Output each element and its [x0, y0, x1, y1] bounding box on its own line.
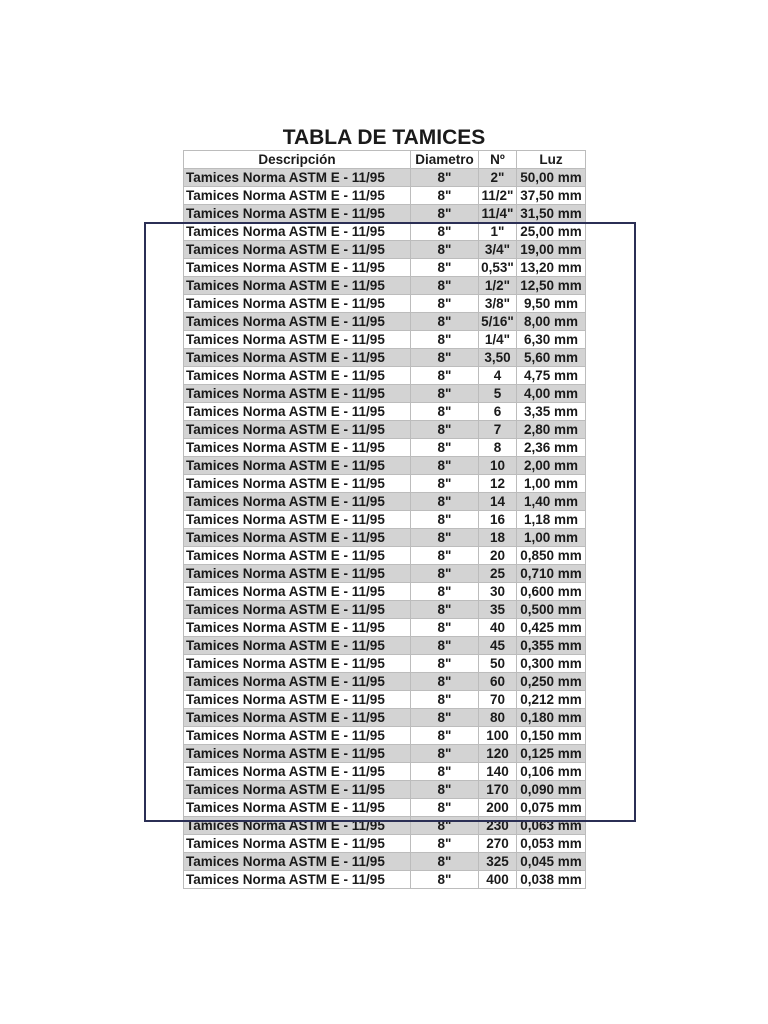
cell-description: Tamices Norma ASTM E - 11/95 — [184, 421, 411, 439]
cell-description: Tamices Norma ASTM E - 11/95 — [184, 709, 411, 727]
cell-description: Tamices Norma ASTM E - 11/95 — [184, 763, 411, 781]
cell-opening: 0,125 mm — [517, 745, 586, 763]
cell-description: Tamices Norma ASTM E - 11/95 — [184, 493, 411, 511]
table-row — [184, 385, 586, 403]
cell-number: 325 — [479, 853, 517, 871]
cell-opening: 8,00 mm — [517, 313, 586, 331]
cell-number: 70 — [479, 691, 517, 709]
cell-description: Tamices Norma ASTM E - 11/95 — [184, 439, 411, 457]
cell-number: 400 — [479, 871, 517, 889]
cell-number: 16 — [479, 511, 517, 529]
table-row — [184, 637, 586, 655]
cell-diameter: 8" — [411, 349, 479, 367]
cell-opening: 50,00 mm — [517, 169, 586, 187]
cell-opening: 13,20 mm — [517, 259, 586, 277]
cell-opening: 1,40 mm — [517, 493, 586, 511]
cell-diameter: 8" — [411, 241, 479, 259]
cell-description: Tamices Norma ASTM E - 11/95 — [184, 655, 411, 673]
cell-opening: 0,212 mm — [517, 691, 586, 709]
table-row — [184, 223, 586, 241]
cell-diameter: 8" — [411, 493, 479, 511]
cell-number: 200 — [479, 799, 517, 817]
column-header-opening: Luz — [517, 151, 586, 169]
cell-opening: 6,30 mm — [517, 331, 586, 349]
cell-opening: 25,00 mm — [517, 223, 586, 241]
cell-diameter: 8" — [411, 853, 479, 871]
cell-diameter: 8" — [411, 727, 479, 745]
cell-number: 20 — [479, 547, 517, 565]
cell-description: Tamices Norma ASTM E - 11/95 — [184, 601, 411, 619]
cell-number: 3/8" — [479, 295, 517, 313]
cell-description: Tamices Norma ASTM E - 11/95 — [184, 583, 411, 601]
table-row — [184, 403, 586, 421]
cell-diameter: 8" — [411, 529, 479, 547]
cell-opening: 0,425 mm — [517, 619, 586, 637]
cell-diameter: 8" — [411, 565, 479, 583]
cell-number: 5 — [479, 385, 517, 403]
cell-description: Tamices Norma ASTM E - 11/95 — [184, 745, 411, 763]
cell-description: Tamices Norma ASTM E - 11/95 — [184, 313, 411, 331]
cell-opening: 2,00 mm — [517, 457, 586, 475]
cell-number: 140 — [479, 763, 517, 781]
cell-number: 1/2" — [479, 277, 517, 295]
cell-number: 0,53" — [479, 259, 517, 277]
cell-description: Tamices Norma ASTM E - 11/95 — [184, 277, 411, 295]
cell-description: Tamices Norma ASTM E - 11/95 — [184, 853, 411, 871]
cell-number: 60 — [479, 673, 517, 691]
cell-diameter: 8" — [411, 439, 479, 457]
cell-opening: 0,075 mm — [517, 799, 586, 817]
table-row — [184, 853, 586, 871]
column-header-description: Descripción — [184, 151, 411, 169]
table-row — [184, 457, 586, 475]
cell-number: 3,50 — [479, 349, 517, 367]
table-row — [184, 259, 586, 277]
table-row — [184, 421, 586, 439]
cell-opening: 0,038 mm — [517, 871, 586, 889]
cell-diameter: 8" — [411, 223, 479, 241]
cell-diameter: 8" — [411, 313, 479, 331]
cell-number: 40 — [479, 619, 517, 637]
cell-description: Tamices Norma ASTM E - 11/95 — [184, 799, 411, 817]
cell-opening: 0,300 mm — [517, 655, 586, 673]
cell-diameter: 8" — [411, 799, 479, 817]
cell-number: 11/4" — [479, 205, 517, 223]
cell-diameter: 8" — [411, 673, 479, 691]
cell-diameter: 8" — [411, 655, 479, 673]
table-row — [184, 673, 586, 691]
cell-description: Tamices Norma ASTM E - 11/95 — [184, 673, 411, 691]
cell-number: 230 — [479, 817, 517, 835]
table-header-row — [184, 151, 586, 169]
cell-description: Tamices Norma ASTM E - 11/95 — [184, 259, 411, 277]
table-row — [184, 295, 586, 313]
table-row — [184, 727, 586, 745]
cell-diameter: 8" — [411, 691, 479, 709]
cell-description: Tamices Norma ASTM E - 11/95 — [184, 403, 411, 421]
cell-opening: 0,045 mm — [517, 853, 586, 871]
cell-opening: 0,355 mm — [517, 637, 586, 655]
cell-opening: 12,50 mm — [517, 277, 586, 295]
cell-opening: 9,50 mm — [517, 295, 586, 313]
table-row — [184, 349, 586, 367]
cell-description: Tamices Norma ASTM E - 11/95 — [184, 295, 411, 313]
cell-diameter: 8" — [411, 331, 479, 349]
cell-diameter: 8" — [411, 709, 479, 727]
sieve-table — [183, 150, 586, 889]
cell-number: 14 — [479, 493, 517, 511]
cell-description: Tamices Norma ASTM E - 11/95 — [184, 547, 411, 565]
cell-number: 1/4" — [479, 331, 517, 349]
cell-number: 270 — [479, 835, 517, 853]
cell-diameter: 8" — [411, 187, 479, 205]
cell-opening: 1,18 mm — [517, 511, 586, 529]
cell-diameter: 8" — [411, 277, 479, 295]
cell-number: 2" — [479, 169, 517, 187]
cell-opening: 31,50 mm — [517, 205, 586, 223]
cell-diameter: 8" — [411, 205, 479, 223]
cell-description: Tamices Norma ASTM E - 11/95 — [184, 241, 411, 259]
cell-number: 120 — [479, 745, 517, 763]
cell-diameter: 8" — [411, 619, 479, 637]
cell-opening: 1,00 mm — [517, 475, 586, 493]
table-row — [184, 601, 586, 619]
cell-description: Tamices Norma ASTM E - 11/95 — [184, 691, 411, 709]
table-row — [184, 169, 586, 187]
cell-description: Tamices Norma ASTM E - 11/95 — [184, 223, 411, 241]
table-row — [184, 277, 586, 295]
cell-description: Tamices Norma ASTM E - 11/95 — [184, 475, 411, 493]
table-body — [184, 169, 586, 889]
table-row — [184, 367, 586, 385]
cell-description: Tamices Norma ASTM E - 11/95 — [184, 367, 411, 385]
cell-description: Tamices Norma ASTM E - 11/95 — [184, 619, 411, 637]
cell-description: Tamices Norma ASTM E - 11/95 — [184, 817, 411, 835]
table-row — [184, 439, 586, 457]
table-row — [184, 511, 586, 529]
column-header-number: Nº — [479, 151, 517, 169]
cell-diameter: 8" — [411, 403, 479, 421]
cell-diameter: 8" — [411, 367, 479, 385]
cell-opening: 37,50 mm — [517, 187, 586, 205]
cell-description: Tamices Norma ASTM E - 11/95 — [184, 871, 411, 889]
cell-opening: 1,00 mm — [517, 529, 586, 547]
table-row — [184, 313, 586, 331]
cell-opening: 0,250 mm — [517, 673, 586, 691]
cell-diameter: 8" — [411, 547, 479, 565]
cell-number: 4 — [479, 367, 517, 385]
cell-number: 170 — [479, 781, 517, 799]
cell-diameter: 8" — [411, 835, 479, 853]
cell-opening: 0,106 mm — [517, 763, 586, 781]
cell-number: 6 — [479, 403, 517, 421]
cell-description: Tamices Norma ASTM E - 11/95 — [184, 169, 411, 187]
cell-opening: 5,60 mm — [517, 349, 586, 367]
cell-description: Tamices Norma ASTM E - 11/95 — [184, 457, 411, 475]
table-row — [184, 529, 586, 547]
cell-description: Tamices Norma ASTM E - 11/95 — [184, 835, 411, 853]
column-header-diameter: Diametro — [411, 151, 479, 169]
cell-number: 1" — [479, 223, 517, 241]
cell-opening: 2,36 mm — [517, 439, 586, 457]
cell-diameter: 8" — [411, 385, 479, 403]
cell-diameter: 8" — [411, 259, 479, 277]
cell-number: 35 — [479, 601, 517, 619]
cell-opening: 0,150 mm — [517, 727, 586, 745]
cell-number: 25 — [479, 565, 517, 583]
cell-description: Tamices Norma ASTM E - 11/95 — [184, 385, 411, 403]
table-row — [184, 619, 586, 637]
table-row — [184, 781, 586, 799]
cell-number: 5/16" — [479, 313, 517, 331]
cell-opening: 0,850 mm — [517, 547, 586, 565]
cell-opening: 19,00 mm — [517, 241, 586, 259]
cell-number: 50 — [479, 655, 517, 673]
cell-description: Tamices Norma ASTM E - 11/95 — [184, 727, 411, 745]
cell-opening: 0,600 mm — [517, 583, 586, 601]
cell-diameter: 8" — [411, 295, 479, 313]
cell-number: 8 — [479, 439, 517, 457]
table-row — [184, 709, 586, 727]
cell-description: Tamices Norma ASTM E - 11/95 — [184, 511, 411, 529]
table-row — [184, 799, 586, 817]
cell-number: 18 — [479, 529, 517, 547]
table-row — [184, 745, 586, 763]
cell-description: Tamices Norma ASTM E - 11/95 — [184, 349, 411, 367]
cell-number: 100 — [479, 727, 517, 745]
cell-opening: 2,80 mm — [517, 421, 586, 439]
cell-number: 11/2" — [479, 187, 517, 205]
table-row — [184, 691, 586, 709]
table-row — [184, 241, 586, 259]
cell-description: Tamices Norma ASTM E - 11/95 — [184, 781, 411, 799]
page-title: TABLA DE TAMICES — [282, 126, 486, 149]
cell-opening: 4,75 mm — [517, 367, 586, 385]
cell-opening: 3,35 mm — [517, 403, 586, 421]
cell-description: Tamices Norma ASTM E - 11/95 — [184, 205, 411, 223]
cell-opening: 0,053 mm — [517, 835, 586, 853]
cell-number: 30 — [479, 583, 517, 601]
table-row — [184, 547, 586, 565]
cell-diameter: 8" — [411, 763, 479, 781]
cell-opening: 0,500 mm — [517, 601, 586, 619]
cell-number: 10 — [479, 457, 517, 475]
table-row — [184, 871, 586, 889]
cell-number: 7 — [479, 421, 517, 439]
table-row — [184, 493, 586, 511]
cell-opening: 0,180 mm — [517, 709, 586, 727]
table-row — [184, 187, 586, 205]
cell-diameter: 8" — [411, 871, 479, 889]
table-row — [184, 565, 586, 583]
cell-diameter: 8" — [411, 421, 479, 439]
cell-number: 45 — [479, 637, 517, 655]
cell-number: 12 — [479, 475, 517, 493]
table-row — [184, 763, 586, 781]
cell-description: Tamices Norma ASTM E - 11/95 — [184, 529, 411, 547]
table-row — [184, 583, 586, 601]
cell-opening: 0,090 mm — [517, 781, 586, 799]
cell-description: Tamices Norma ASTM E - 11/95 — [184, 565, 411, 583]
cell-diameter: 8" — [411, 583, 479, 601]
cell-diameter: 8" — [411, 457, 479, 475]
cell-diameter: 8" — [411, 781, 479, 799]
table-row — [184, 817, 586, 835]
cell-description: Tamices Norma ASTM E - 11/95 — [184, 187, 411, 205]
cell-diameter: 8" — [411, 745, 479, 763]
cell-number: 80 — [479, 709, 517, 727]
cell-opening: 4,00 mm — [517, 385, 586, 403]
table-row — [184, 331, 586, 349]
cell-number: 3/4" — [479, 241, 517, 259]
cell-opening: 0,063 mm — [517, 817, 586, 835]
cell-description: Tamices Norma ASTM E - 11/95 — [184, 331, 411, 349]
cell-diameter: 8" — [411, 817, 479, 835]
cell-opening: 0,710 mm — [517, 565, 586, 583]
table-row — [184, 655, 586, 673]
cell-diameter: 8" — [411, 475, 479, 493]
table-row — [184, 205, 586, 223]
cell-diameter: 8" — [411, 637, 479, 655]
cell-description: Tamices Norma ASTM E - 11/95 — [184, 637, 411, 655]
cell-diameter: 8" — [411, 601, 479, 619]
table-row — [184, 835, 586, 853]
table-row — [184, 475, 586, 493]
cell-diameter: 8" — [411, 511, 479, 529]
cell-diameter: 8" — [411, 169, 479, 187]
